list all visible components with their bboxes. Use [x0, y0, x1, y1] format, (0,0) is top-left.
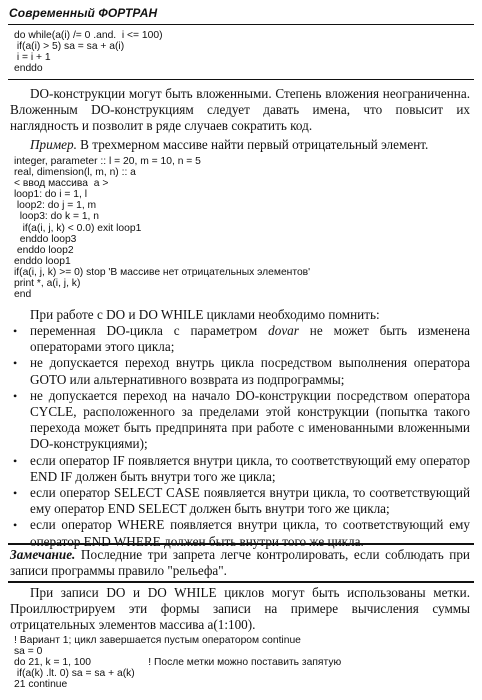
header-rule — [8, 24, 474, 25]
list-item: • если оператор WHERE появляется внутри цикла, то соответствующий ему оператор END WHERE должен быть внутри того же цикла. — [13, 517, 470, 549]
note-label: Замечание. — [10, 547, 76, 562]
paragraph-nested-do: DO-конструкции могут быть вложенными. Степень вложения неограниченна. Вложенным DO-конструкциям следует давать имена, что повысит их наглядность и позволит в ряде случаев сократить код. — [10, 86, 470, 134]
section-divider — [8, 79, 474, 80]
running-header: Современный ФОРТРАН — [9, 6, 158, 20]
example-label: Пример. — [30, 137, 77, 152]
note-text: Последние три запрета легче контролировать, если соблюдать при записи программы правило "рельефа". — [10, 547, 470, 579]
bullet-icon: • — [13, 518, 18, 533]
bullet-icon: • — [13, 324, 18, 338]
note-top-rule — [8, 543, 474, 545]
note-paragraph — [10, 547, 470, 579]
paragraph-rules-intro: При работе с DO и DO WHILE циклами необходимо помнить: — [30, 307, 380, 322]
note-bottom-rule — [8, 581, 474, 583]
example-paragraph — [10, 137, 470, 153]
bullet-icon: • — [13, 388, 18, 403]
list-item: • не допускается переход на начало DO-конструкции посредством оператора CYCLE, расположенного за пределами этой конструкции (попытка такого перехода может быть предпринята при работе с именованными вложенными DO-конструкциями); — [13, 387, 470, 452]
bullet-icon: • — [13, 453, 18, 468]
rules-list — [10, 323, 470, 550]
paragraph-labels: При записи DO и DO WHILE циклов могут быть использованы метки. Проиллюстрируем эти формы записи на примере вычисления суммы отрицательных элементов массива a(1:100). — [10, 585, 470, 633]
list-item: • не допускается переход внутрь цикла посредством выполнения оператора GOTO или альтернативного возврата из подпрограммы; — [13, 355, 470, 387]
list-item: • если оператор IF появляется внутри цикла, то соответствующий ему оператор END IF должен быть внутри того же цикла; — [13, 452, 470, 484]
code-listing-labeled-do: ! Вариант 1; цикл завершается пустым оператором continue sa = 0 do 21, k = 1, 100 ! После метки можно поставить запятую if(a(k) .lt. 0) sa = sa + a(k) 21 continue — [14, 635, 342, 691]
bullet-icon: • — [13, 356, 18, 371]
code-listing-do-while: do while(a(i) /= 0 .and. i <= 100) if(a(i) > 5) sa = sa + a(i) i = i + 1 enddo — [14, 30, 163, 75]
dovar-term: dovar — [268, 323, 299, 338]
list-item: • переменная DO-цикла с параметром dovar не может быть изменена операторами этого цикла; — [13, 323, 470, 355]
code-listing-nested-loops: integer, parameter :: l = 20, m = 10, n = 5 real, dimension(l, m, n) :: a < ввод массива a > loop1: do i = 1, l loop2: do j = 1, m loop3: do k = 1, n if(a(i, j, k) < 0.0) exit loop1 enddo loop3 enddo loop2 enddo loop1 if(a(i, j, k) >= 0) stop 'В массиве нет отрицательных элементов' print *, a(i, j, k) end — [14, 156, 311, 301]
list-item: • если оператор SELECT CASE появляется внутри цикла, то соответствующий ему оператор END SELECT должен быть внутри того же цикла; — [13, 485, 470, 517]
bullet-icon: • — [13, 486, 18, 501]
example-text: В трехмерном массиве найти первый отрицательный элемент. — [76, 137, 429, 152]
